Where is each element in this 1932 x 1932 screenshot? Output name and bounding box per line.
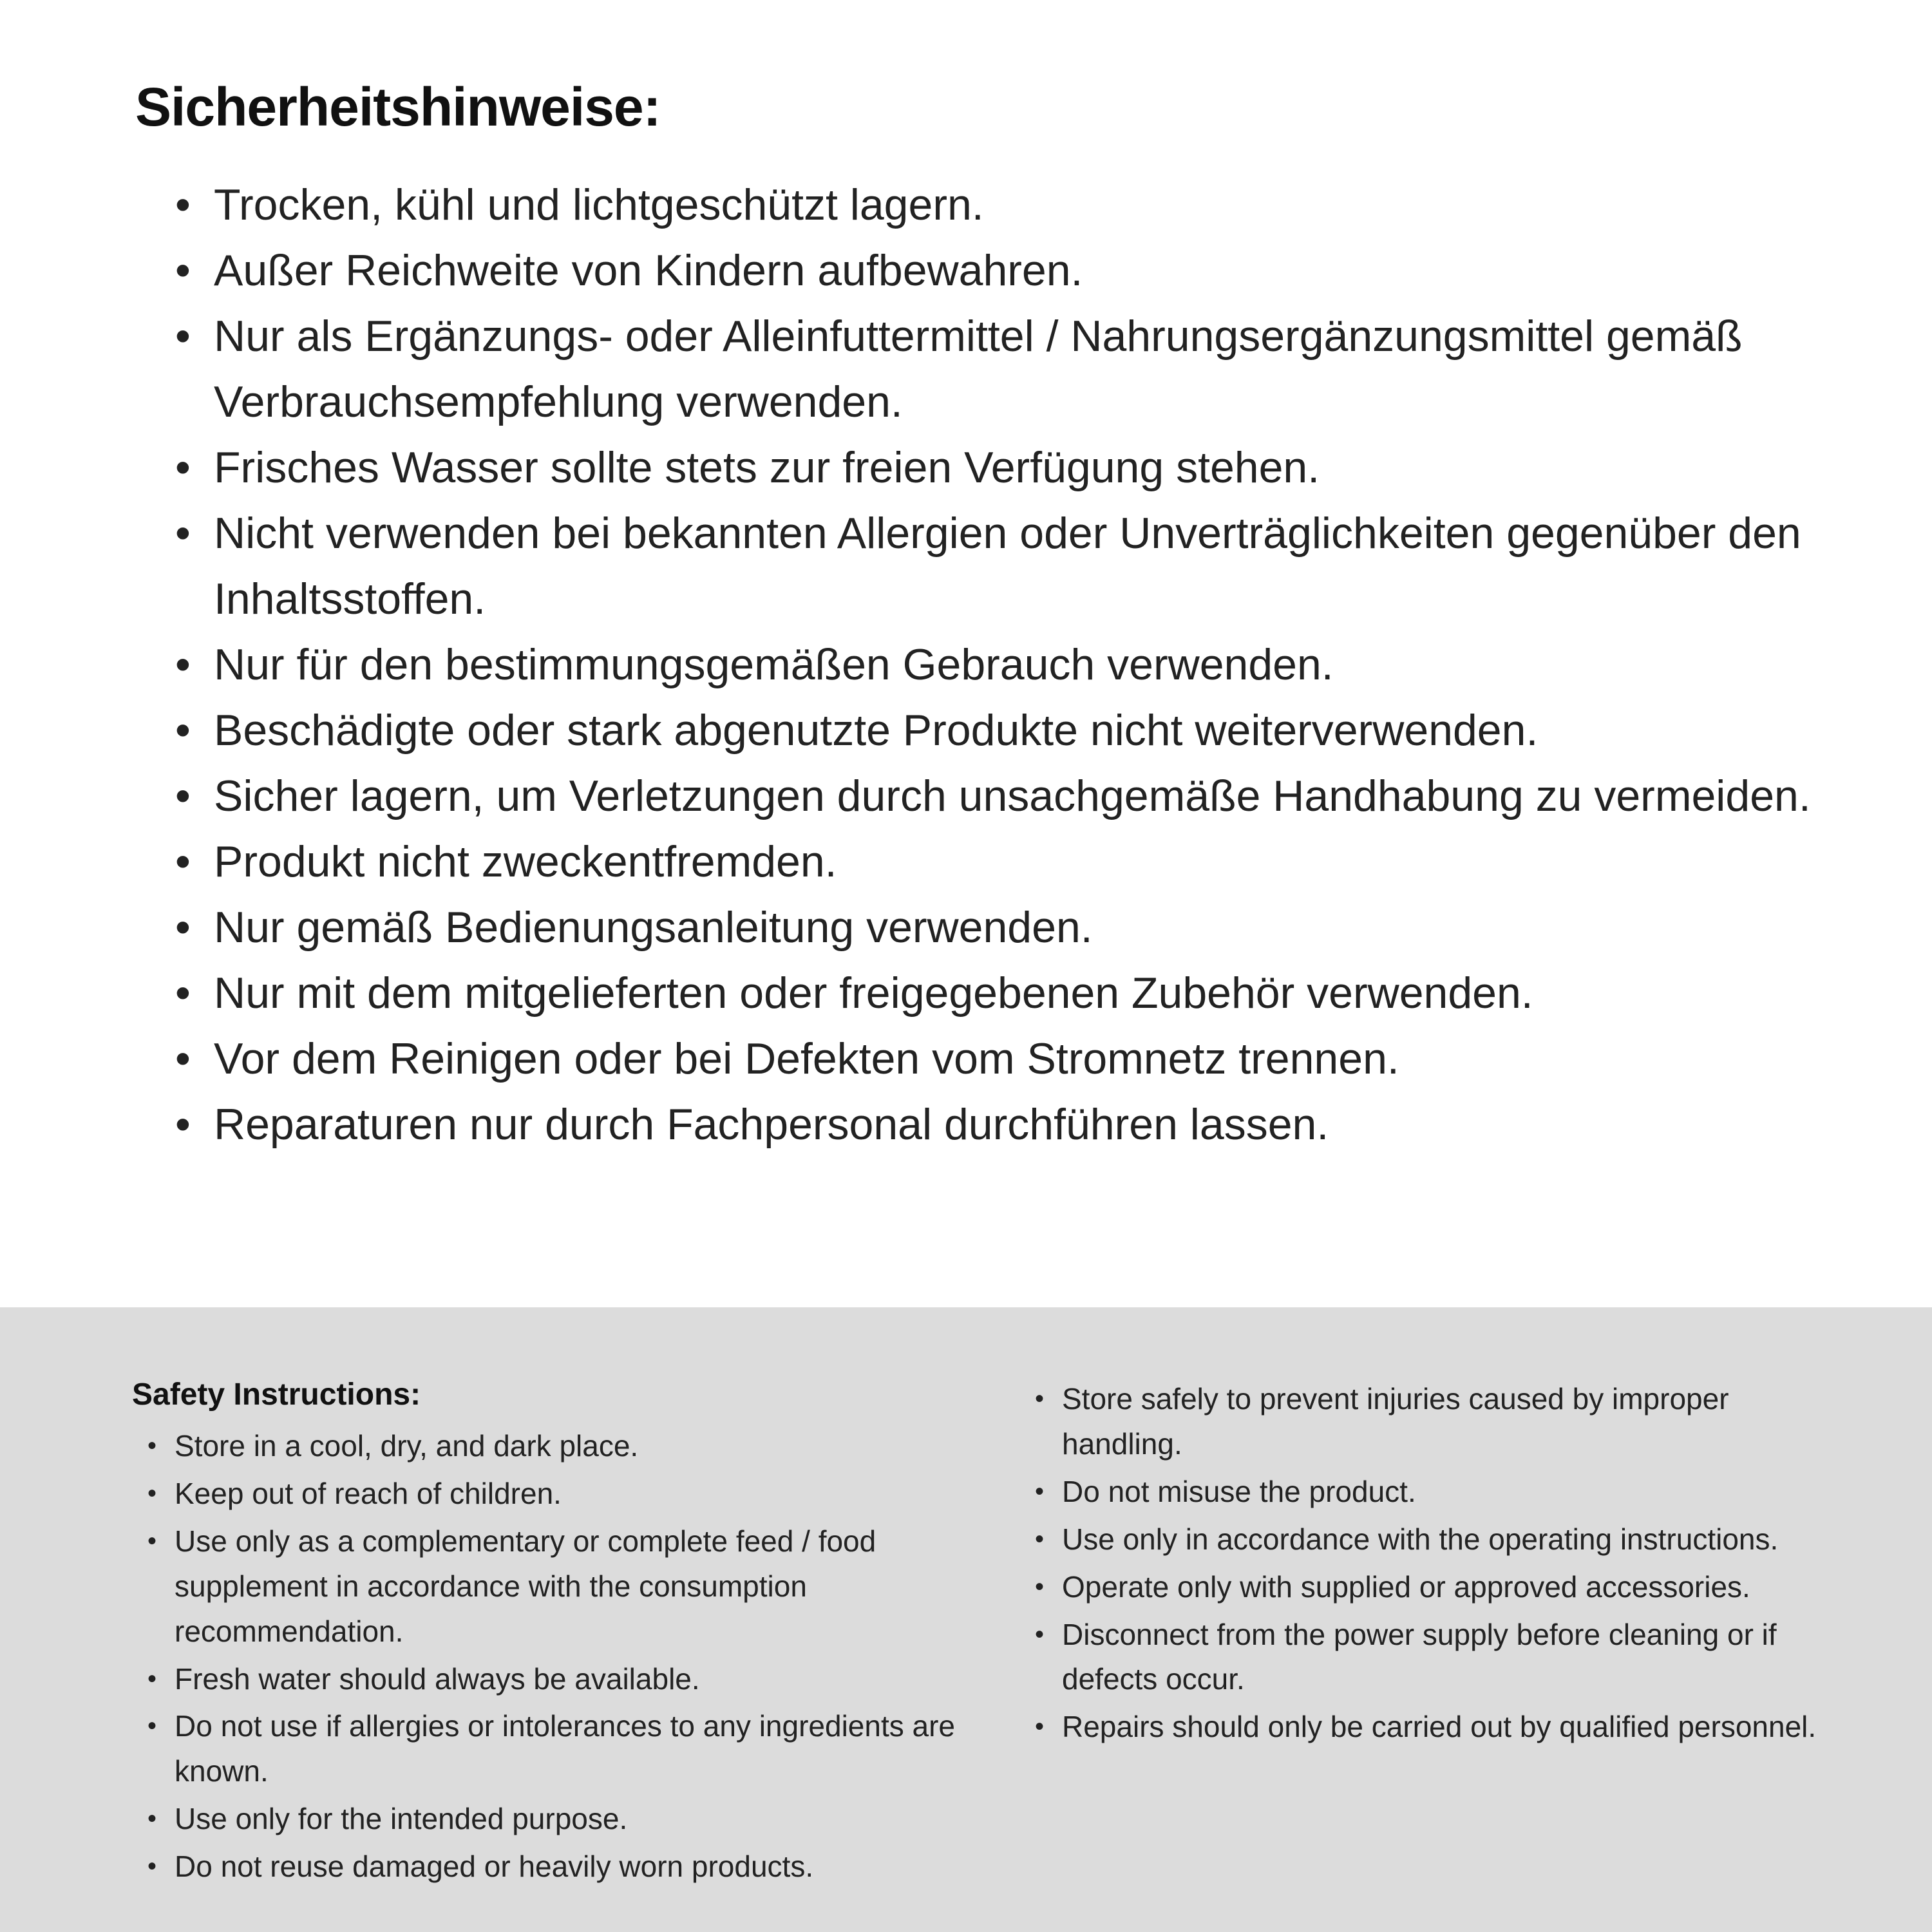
bullet-item: • Use only in accordance with the operating instructions. <box>1034 1517 1835 1562</box>
english-right-column <box>1034 1377 1835 1932</box>
bullet-item: • Nur für den bestimmungsgemäßen Gebrauch verwenden. <box>171 632 1842 697</box>
bullet-item: • Nur als Ergänzungs- oder Alleinfuttermittel / Nahrungsergänzungsmittel gemäß Verbrauchsempfehlung verwenden. <box>171 303 1842 435</box>
english-left-column <box>132 1377 976 1932</box>
bullet-item: • Nicht verwenden bei bekannten Allergien oder Unverträglichkeiten gegenüber den Inhaltsstoffen. <box>171 500 1842 632</box>
bullet-item: • Do not misuse the product. <box>1034 1470 1835 1515</box>
bullet-item: • Do not reuse damaged or heavily worn products. <box>146 1844 976 1889</box>
english-section-title: Safety Instructions: <box>132 1378 421 1412</box>
bullet-item: • Sicher lagern, um Verletzungen durch unsachgemäße Handhabung zu vermeiden. <box>171 763 1842 829</box>
bullet-item: • Außer Reichweite von Kindern aufbewahren. <box>171 238 1842 303</box>
bullet-item: • Do not use if allergies or intolerances to any ingredients are known. <box>146 1704 976 1794</box>
bullet-item: • Trocken, kühl und lichtgeschützt lagern. <box>171 172 1842 238</box>
bullet-item: • Frisches Wasser sollte stets zur freien Verfügung stehen. <box>171 435 1842 500</box>
bullet-item: • Disconnect from the power supply before cleaning or if defects occur. <box>1034 1613 1835 1703</box>
bullet-item: • Store in a cool, dry, and dark place. <box>146 1424 976 1469</box>
german-section-title: Sicherheitshinweise: <box>135 77 661 137</box>
bullet-item: • Produkt nicht zweckentfremden. <box>171 829 1842 895</box>
bullet-item: • Nur gemäß Bedienungsanleitung verwenden. <box>171 895 1842 960</box>
bullet-item: • Vor dem Reinigen oder bei Defekten vom Stromnetz trennen. <box>171 1026 1842 1092</box>
english-left-bullet-list <box>146 1424 976 1889</box>
english-right-bullet-list <box>1034 1377 1835 1750</box>
bullet-item: • Fresh water should always be available. <box>146 1657 976 1702</box>
german-bullet-list <box>171 172 1842 1157</box>
bullet-item: • Beschädigte oder stark abgenutzte Produkte nicht weiterverwenden. <box>171 697 1842 763</box>
english-safety-section <box>0 1307 1932 1932</box>
bullet-item: • Use only for the intended purpose. <box>146 1797 976 1842</box>
bullet-item: • Repairs should only be carried out by qualified personnel. <box>1034 1705 1835 1750</box>
bullet-item: • Reparaturen nur durch Fachpersonal durchführen lassen. <box>171 1092 1842 1157</box>
bullet-item: • Use only as a complementary or complete feed / food supplement in accordance with the consumption recommendation. <box>146 1519 976 1654</box>
bullet-item: • Nur mit dem mitgelieferten oder freigegebenen Zubehör verwenden. <box>171 960 1842 1026</box>
bullet-item: • Keep out of reach of children. <box>146 1472 976 1517</box>
bullet-item: • Operate only with supplied or approved accessories. <box>1034 1565 1835 1610</box>
bullet-item: • Store safely to prevent injuries caused by improper handling. <box>1034 1377 1835 1467</box>
